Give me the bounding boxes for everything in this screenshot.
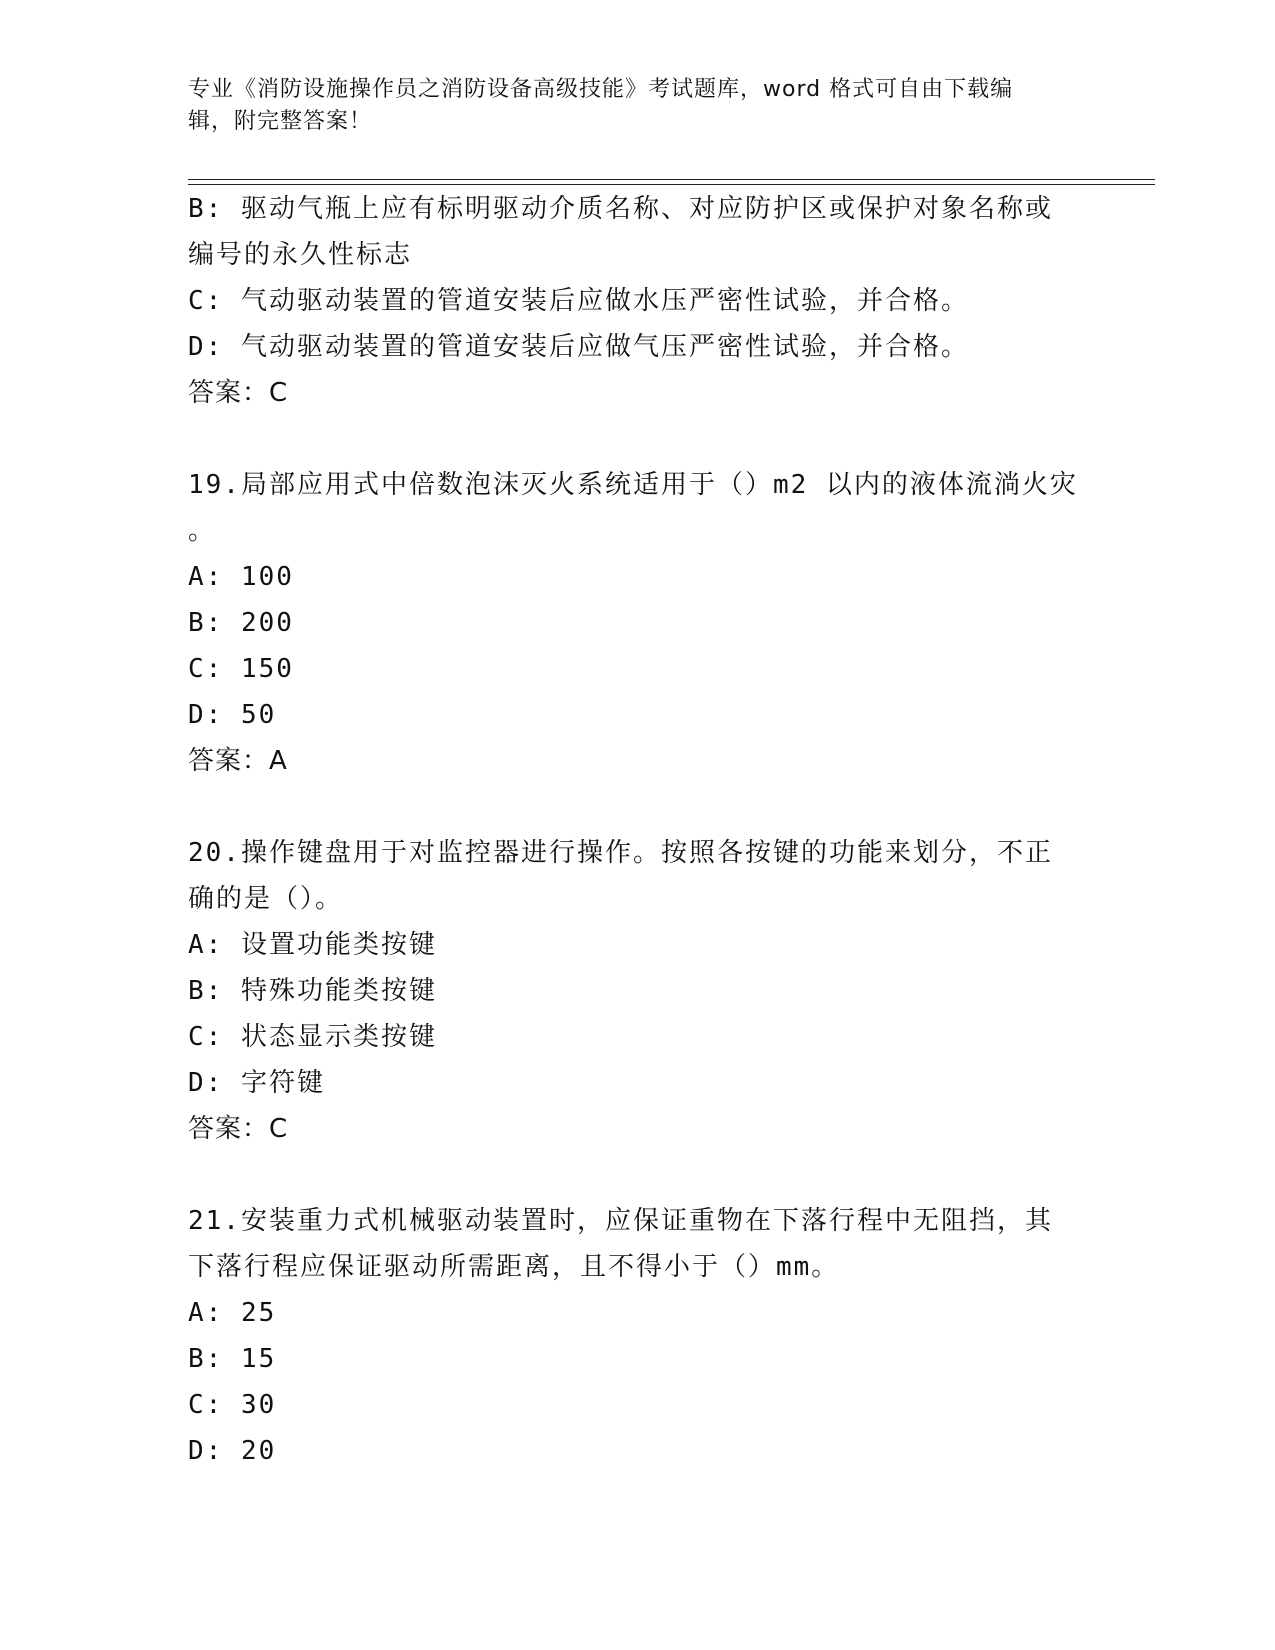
question-text-continued: 确的是（）。 <box>188 884 344 914</box>
document-header <box>188 74 1068 138</box>
option-d: D: 50 <box>188 700 277 730</box>
question-block-20 <box>188 830 1088 1152</box>
question-text: 20.操作键盘用于对监控器进行操作。按照各按键的功能来划分，不正 <box>188 838 1053 868</box>
question-block-21 <box>188 1198 1088 1474</box>
option-d: D: 气动驱动装置的管道安装后应做气压严密性试验，并合格。 <box>188 332 969 362</box>
answer-line: 答案：A <box>188 746 288 776</box>
option-b-continued: 编号的永久性标志 <box>188 240 413 270</box>
option-c: C: 150 <box>188 654 294 684</box>
header-line-2: 辑，附完整答案！ <box>188 109 373 134</box>
option-a: A: 25 <box>188 1298 277 1328</box>
option-d: D: 20 <box>188 1436 277 1466</box>
question-list <box>188 186 1088 1474</box>
option-a: A: 100 <box>188 562 294 592</box>
spacer <box>188 1152 1088 1198</box>
question-text-continued: 。 <box>188 516 217 546</box>
header-divider-top <box>188 179 1155 180</box>
answer-line: 答案：C <box>188 378 289 408</box>
question-text: 21.安装重力式机械驱动装置时，应保证重物在下落行程中无阻挡，其 <box>188 1206 1053 1236</box>
spacer <box>188 416 1088 462</box>
header-line-1: 专业《消防设施操作员之消防设备高级技能》考试题库，word 格式可自由下载编 <box>188 77 1014 102</box>
spacer <box>188 784 1088 830</box>
option-b: B: 15 <box>188 1344 277 1374</box>
option-c: C: 30 <box>188 1390 277 1420</box>
answer-line: 答案：C <box>188 1114 289 1144</box>
question-block-19 <box>188 462 1088 784</box>
option-c: C: 状态显示类按键 <box>188 1022 437 1052</box>
option-a: A: 设置功能类按键 <box>188 930 437 960</box>
question-block-prev <box>188 186 1088 416</box>
question-text-continued: 下落行程应保证驱动所需距离，且不得小于（）mm。 <box>188 1252 840 1282</box>
header-divider-bottom <box>188 184 1155 185</box>
option-b: B: 驱动气瓶上应有标明驱动介质名称、对应防护区或保护对象名称或 <box>188 194 1053 224</box>
option-d: D: 字符键 <box>188 1068 325 1098</box>
option-c: C: 气动驱动装置的管道安装后应做水压严密性试验，并合格。 <box>188 286 969 316</box>
option-b: B: 200 <box>188 608 294 638</box>
option-b: B: 特殊功能类按键 <box>188 976 437 1006</box>
question-text: 19.局部应用式中倍数泡沫灭火系统适用于（）m2 以内的液体流淌火灾 <box>188 470 1078 500</box>
